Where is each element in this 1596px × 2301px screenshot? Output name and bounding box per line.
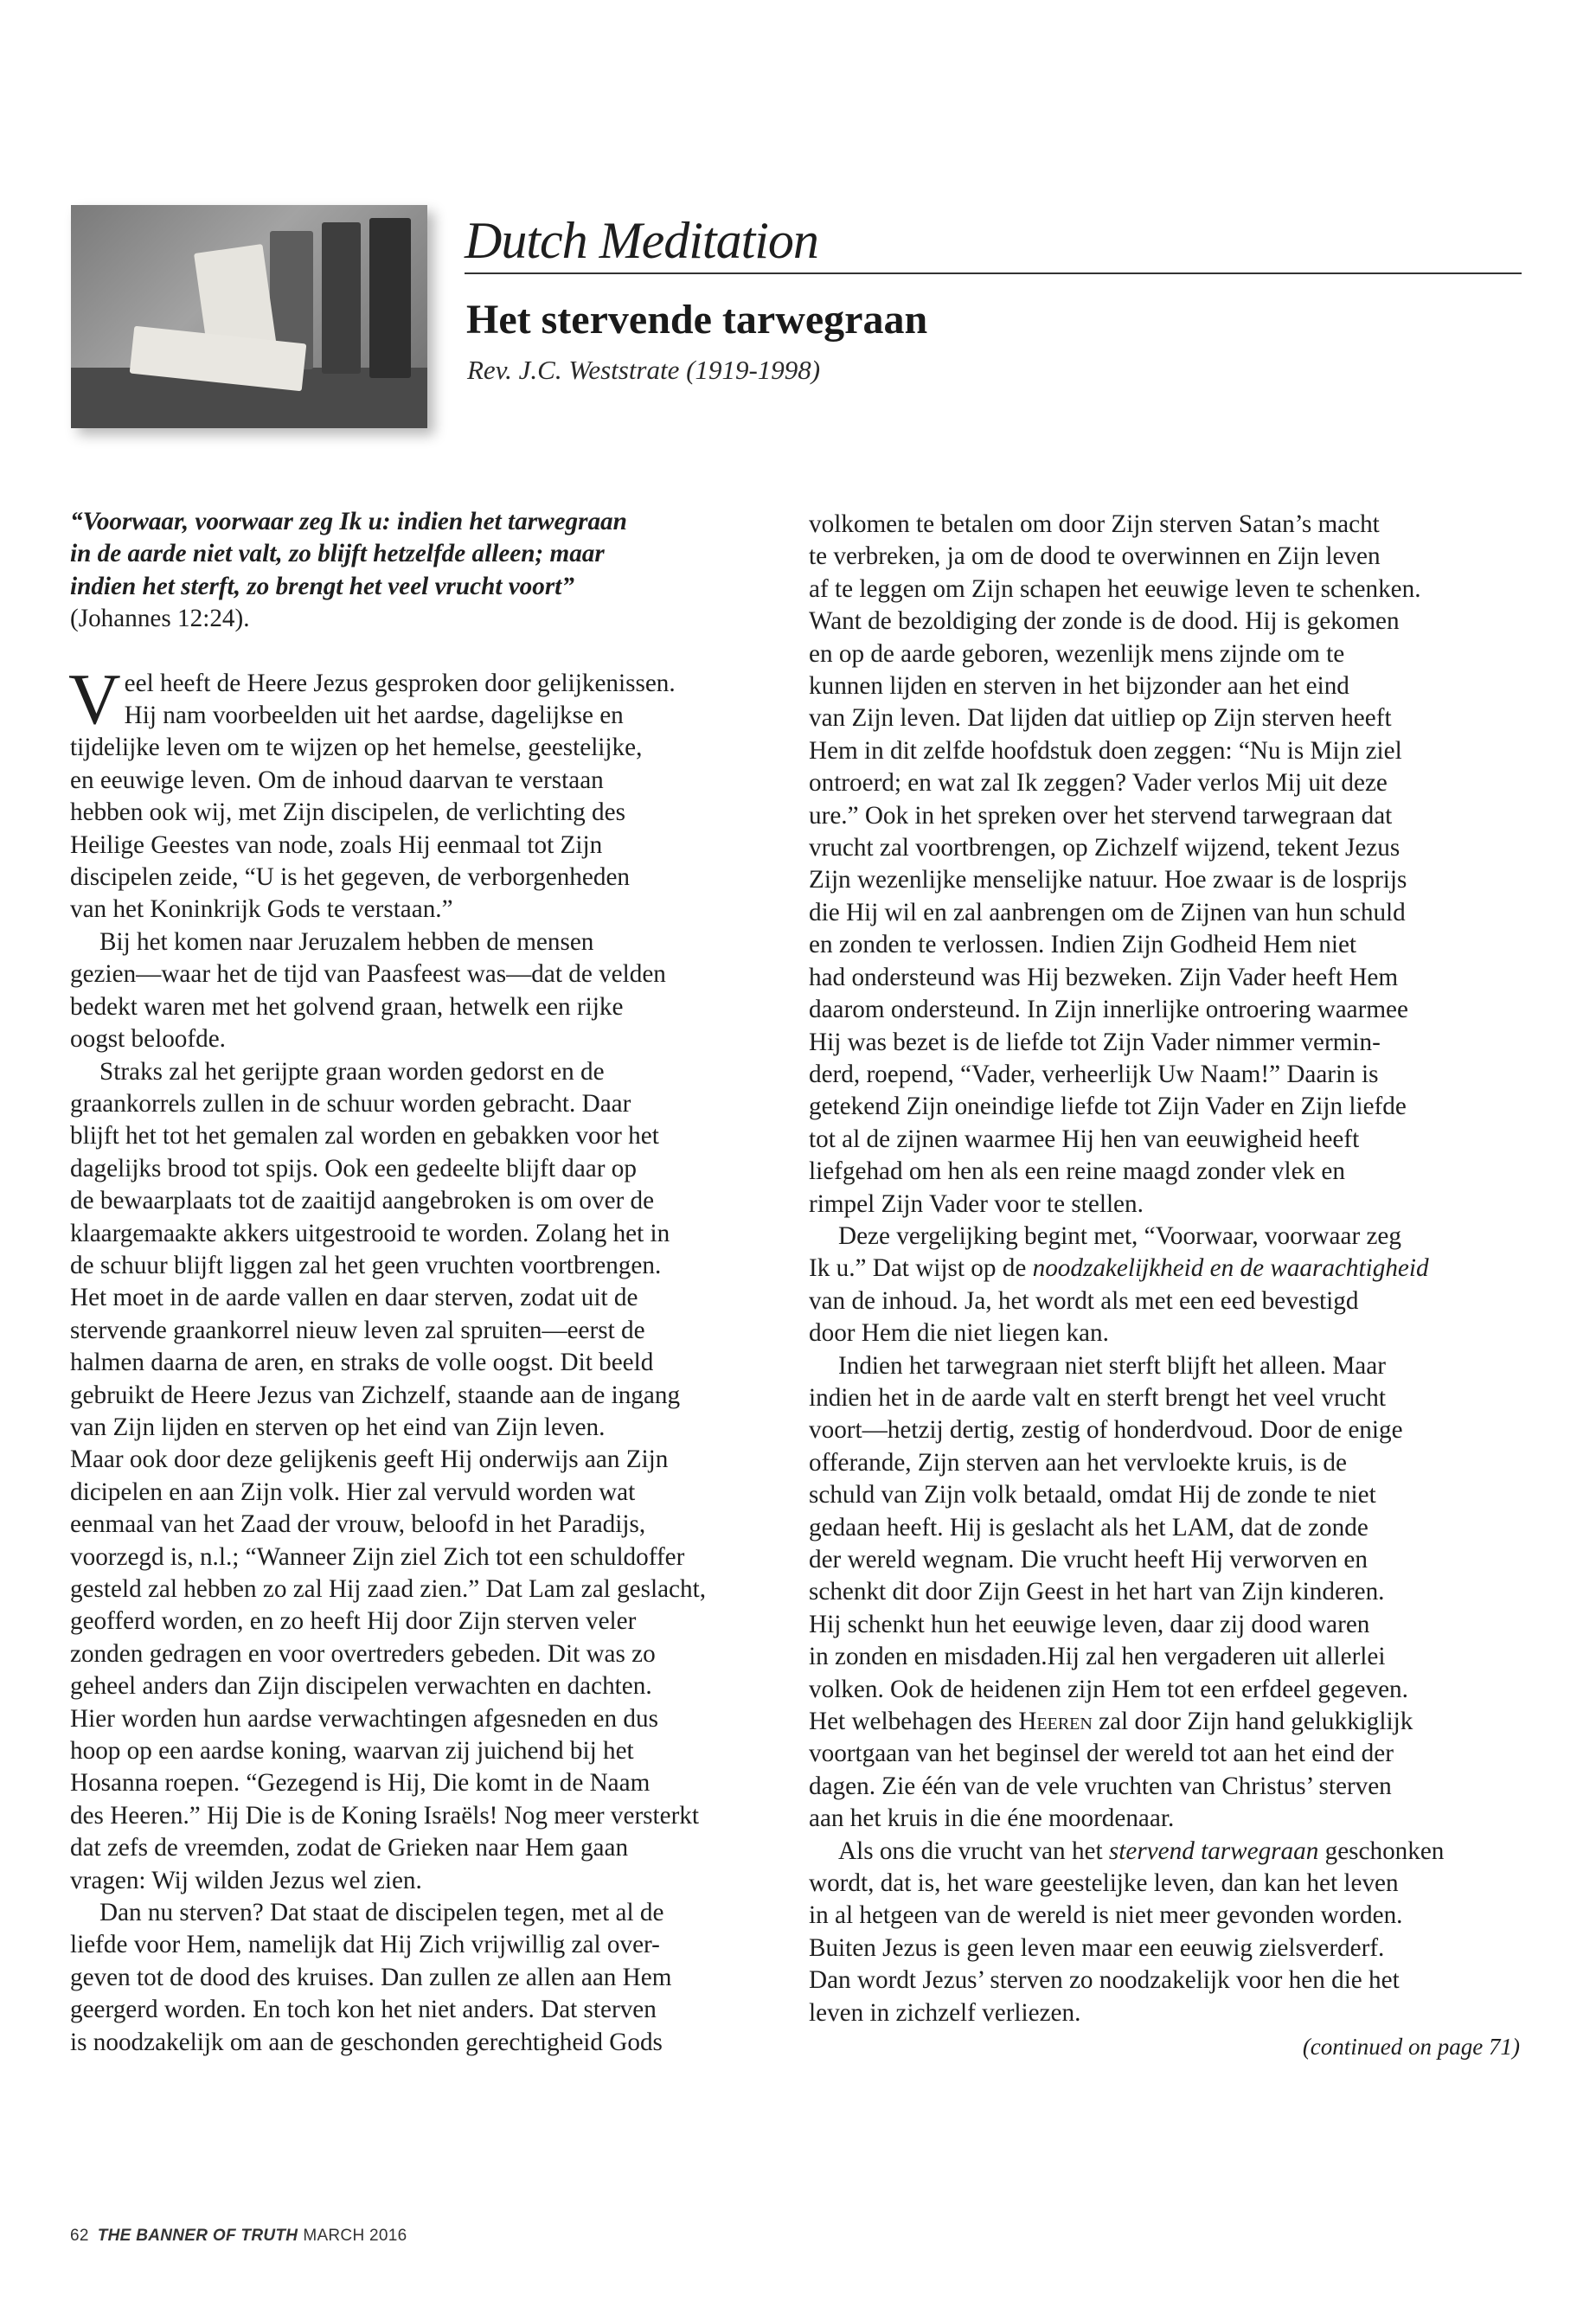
article-author: Rev. J.C. Weststrate (1919-1998): [467, 355, 821, 385]
page-footer: [70, 2227, 407, 2246]
article-title: Het stervende tarwegraan: [466, 297, 928, 343]
paragraph: [809, 1221, 1520, 1350]
issue-date: MARCH 2016: [303, 2227, 407, 2245]
magazine-name: THE BANNER OF TRUTH: [97, 2227, 298, 2245]
left-column: [70, 506, 771, 2059]
header-photo-books: [71, 205, 427, 428]
paragraph-text: van de inhoud. Ja, het wordt als met een eed bevestigd door Hem die niet liegen kan.: [809, 1286, 1359, 1348]
small-caps-text: Heeren: [1018, 1708, 1093, 1736]
paragraph-text: eel heeft de Heere Jezus gesproken door gelijkenissen. Hij nam voorbeelden uit het aardse, dagelijkse en tijdelijke leven om te wijzen op het hemelse, geestelijke, en eeuwige leven. Om de inhoud daarvan te verstaan hebben ook wij, met Zijn discipelen, de verlichting des Heilige Geestes van node, zoals Hij eenmaal tot Zijn discipelen zeide, “U is het gegeven, de verborgenheden van het Koninkrijk Gods te verstaan.”: [70, 669, 676, 924]
paragraph-text: geschonken wordt, dat is, het ware geestelijke leven, dan kan het leven in al hetgeen van de wereld is niet meer gevonden worden. Buiten Jezus is geen leven maar een eeuwig zielsverderf. Dan wordt Jezus’ sterven zo noodzakelijk voor hen die het leven in zichzelf verliezen.: [809, 1836, 1445, 2027]
photo-book: [322, 222, 361, 374]
paragraph-text: Als ons die vrucht van het: [838, 1836, 1109, 1865]
right-column: [809, 509, 1520, 2064]
paragraph-opening: [68, 658, 771, 926]
emphasis-text: stervend tarwegraan: [1108, 1836, 1319, 1865]
scripture-verse: “Voorwaar, voorwaar zeg Ik u: indien het tarwegraan in de aarde niet valt, zo blijft hetzelfde alleen; maar indien het sterft, zo brengt het veel vrucht voort”: [70, 508, 627, 600]
drop-cap: V: [68, 658, 121, 740]
paragraph: Bij het komen naar Jeruzalem hebben de mensen gezien—waar het de tijd van Paasfeest was—dat de velden bedekt waren met het golvend graan, hetwelk een rijke oogst beloofde.: [70, 927, 666, 1054]
scripture-reference: (Johannes 12:24).: [70, 605, 250, 633]
scripture-quote: [70, 506, 771, 636]
continued-note: (continued on page 71): [1302, 2034, 1520, 2061]
paragraph: Dan nu sterven? Dat staat de discipelen tegen, met al de liefde voor Hem, namelijk dat Hij Zich vrijwillig zal over- geven tot de dood des kruises. Dan zullen ze allen aan Hem geergerd worden. En toch kon het niet anders. Dat sterven is noodzakelijk om aan de geschonden gerechtigheid Gods: [70, 1899, 672, 2056]
page-number: 62: [70, 2227, 89, 2245]
paragraph: Straks zal het gerijpte graan worden gedorst en de graankorrels zullen in de schuur worden gebracht. Daar blijft het tot het gemalen zal worden en gebakken voor het dagelijks brood tot spijs. Ook een gedeelte blijft daar op de bewaarplaats tot de zaaitijd aangebroken is om over de klaargemaakte akkers uitgestrooid te worden. Zolang het in de schuur blijft liggen zal het geen vruchten voortbrengen. Het moet in de aarde vallen en daar sterven, zodat uit de stervende graankorrel nieuw leven zal spruiten—eerst de halmen daarna de aren, en straks de volle oogst. Dit beeld gebruikt de Heere Jezus van Zichzelf, staande aan de ingang van Zijn lijden en sterven op het eind van Zijn leven. Maar ook door deze gelijkenis geeft Hij onderwijs aan Zijn dicipelen en aan Zijn volk. Hier zal vervuld worden wat eenmaal van het Zaad der vrouw, beloofd in het Paradijs, voorzegd is, n.l.; “Wanneer Zijn ziel Zich tot een schuldoffer gesteld zal hebben zo zal Hij zaad zien.” Dat Lam zal geslacht, geofferd worden, en zo heeft Hij door Zijn sterven veler zonden gedragen en voor overtreders gebeden. Dit was zo geheel anders dan Zijn discipelen verwachten en dachten. Hier worden hun aardse verwachtingen afgesneden en dus hoop op een aardse koning, waarvan zij juichend bij het Hosanna roepen. “Gezegend is Hij, Die komt in de Naam des Heeren.” Hij Die is de Koning Israëls! Nog meer versterkt dat zefs de vreemden, zodat de Grieken naar Hem gaan vragen: Wij wilden Jezus wel zien.: [70, 1057, 707, 1894]
paragraph-text: zal door Zijn hand gelukkiglijk voortgaan van het beginsel der wereld tot aan het eind der dagen. Zie één van de vele vruchten van Christus’ sterven aan het kruis in die éne moordenaar.: [809, 1708, 1413, 1833]
paragraph: [809, 1836, 1520, 2029]
paragraph-text: Indien het tarwegraan niet sterft blijft het alleen. Maar indien het in de aarde valt en sterft brengt het veel vrucht voort—hetzij dertig, zestig of honderdvoud. Door de enige offerande, Zijn sterven aan het vervloekte kruis, is de schuld van Zijn volk betaald, omdat Hij de zonde te niet gedaan heeft. Hij is geslacht als het LAM, dat de zonde der wereld wegnam. Die vrucht heeft Hij verworven en schenkt dit door Zijn Geest in het hart van Zijn kinderen. Hij schenkt hun het eeuwige leven, daar zij dood waren in zonden en misdaden.Hij zal hen vergaderen uit allerlei volken. Ook de heidenen zijn Hem tot een erfdeel gegeven. Het welbehagen des: [809, 1351, 1408, 1736]
photo-book: [369, 218, 411, 378]
paragraph: volkomen te betalen om door Zijn sterven Satan’s macht te verbreken, ja om de dood te overwinnen en Zijn leven af te leggen om Zijn schapen het eeuwige leven te schenken. Want de bezoldiging der zonde is de dood. Hij is gekomen en op de aarde geboren, wezenlijk mens zijnde om te kunnen lijden en sterven in het bijzonder aan het eind van Zijn leven. Dat lijden dat uitliep op Zijn sterven heeft Hem in dit zelfde hoofdstuk doen zeggen: “Nu is Mijn ziel ontroerd; en wat zal Ik zeggen? Vader verlos Mij uit deze ure.” Ook in het spreken over het stervend tarwegraan dat vrucht zal voortbrengen, op Zichzelf wijzend, tekent Jezus Zijn wezenlijke menselijke natuur. Hoe zwaar is de losprijs die Hij wil en zal aanbrengen om de Zijnen van hun schuld en zonden te verlossen. Indien Zijn Godheid Hem niet had ondersteund was Hij bezweken. Zijn Vader heeft Hem daarom ondersteund. In Zijn innerlijke ontroering waarmee Hij was bezet is de liefde tot Zijn Vader nimmer vermin- derd, roepend, “Vader, verheerlijk Uw Naam!” Daarin is getekend Zijn oneindige liefde tot Zijn Vader en Zijn liefde tot al de zijnen waarmee Hij hen van eeuwigheid heeft liefgehad om hen als een reine maagd zonder vlek en rimpel Zijn Vader voor te stellen.: [809, 510, 1421, 1218]
paragraph-text: Deze vergelijking begint met, “Voorwaar, voorwaar zeg Ik u.” Dat wijst op de: [809, 1221, 1401, 1283]
paragraph: [809, 1350, 1520, 1836]
emphasis-text: noodzakelijkheid en de waarachtigheid: [1032, 1254, 1429, 1283]
section-kicker: Dutch Meditation: [465, 210, 1522, 274]
